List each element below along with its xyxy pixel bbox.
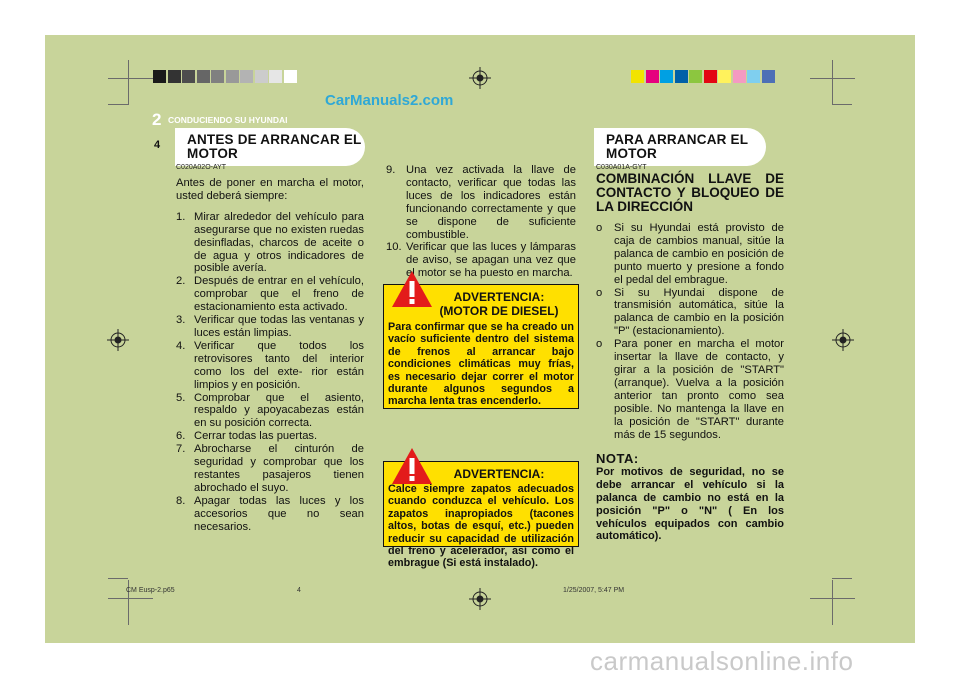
crop-mark xyxy=(108,104,128,105)
color-swatch xyxy=(718,70,731,83)
color-swatch xyxy=(689,70,702,83)
crop-mark xyxy=(108,78,153,79)
list-item xyxy=(176,340,364,392)
color-swatch xyxy=(197,70,210,83)
section-tab-right xyxy=(594,128,766,166)
list-item-number: 9. xyxy=(386,164,396,176)
warning-subtitle: (MOTOR DE DIESEL) xyxy=(439,304,559,318)
chapter-title: CONDUCIENDO SU HYUNDAI xyxy=(168,115,288,125)
warning-text: Calce siempre zapatos adecuados cuando conduzca el vehículo. Los zapatos inapropiados (tacones altos, botas de esquí, etc.) pueden reducir su capacidad de utilización del freno y acelerador, así como el embrague (Si está instalado). xyxy=(388,483,574,570)
list-item xyxy=(386,164,576,241)
color-swatch xyxy=(747,70,760,83)
list-item xyxy=(596,338,784,441)
note-title: NOTA: xyxy=(596,451,639,467)
section-title-line1: ANTES DE ARRANCAR EL xyxy=(187,132,362,147)
registration-mark-icon xyxy=(832,329,854,351)
list-item-text: Cerrar todas las puertas. xyxy=(194,430,318,443)
list-item-number: 10. xyxy=(386,241,402,254)
list-item-text: Verificar que todos los retrovisores tanto del interior como los del exte- rior están limpios y en posición. xyxy=(194,339,364,391)
list-item xyxy=(596,222,784,287)
list-item xyxy=(176,314,364,340)
section-code: C030A01A-GYT xyxy=(596,164,647,171)
list-item-number: 2. xyxy=(176,275,186,288)
crop-mark xyxy=(108,598,153,599)
list-item-number: 8. xyxy=(176,494,186,507)
watermark-bottom[interactable]: carmanualsonline.info xyxy=(590,646,854,676)
color-swatch xyxy=(631,70,644,83)
registration-mark-icon xyxy=(469,67,491,89)
list-item xyxy=(176,443,364,495)
color-swatch xyxy=(182,70,195,83)
color-swatch xyxy=(733,70,746,83)
color-swatch xyxy=(240,70,253,83)
list-item-number: 1. xyxy=(176,210,186,223)
crop-mark xyxy=(832,60,833,105)
warning-title: ADVERTENCIA: xyxy=(453,290,545,304)
section-tab-left xyxy=(175,128,365,166)
list-item-text: Mirar alrededor del vehículo para asegurarse que no existen ruedas desinfladas, charcos de aceite o de agua y otros indicadores de posible avería. xyxy=(194,210,364,275)
color-swatch xyxy=(269,70,282,83)
list-item xyxy=(176,275,364,314)
footer-page: 4 xyxy=(297,587,301,594)
list-item-text: Si su Hyundai dispone de transmisión automática, sitúe la palanca de cambio en la posición "P" (estacionamiento). xyxy=(614,286,784,338)
start-procedure-list xyxy=(596,222,784,441)
list-item-text: Después de entrar en el vehículo, comprobar que el freno de estacionamiento esta activado. xyxy=(194,275,364,314)
section-title-line2: MOTOR xyxy=(187,146,238,161)
list-item-number: o xyxy=(596,222,603,234)
list-item xyxy=(176,495,364,534)
list-item-number: 6. xyxy=(176,430,186,443)
color-swatch xyxy=(153,70,166,83)
color-swatch xyxy=(762,70,775,83)
list-item-number: o xyxy=(596,286,603,299)
section-title-line1: PARA ARRANCAR EL xyxy=(606,132,749,147)
list-item-number: o xyxy=(596,338,603,351)
warning-box-diesel xyxy=(383,284,579,409)
warning-box-shoes xyxy=(383,461,579,570)
warning-text: Para confirmar que se ha creado un vacío suficiente dentro del sistema de frenos al arrancar bajo condiciones climáticas muy frías, es necesario dejar correr el motor durante algunos segundos a marcha lenta tras encenderlo. xyxy=(388,321,574,408)
color-swatch xyxy=(646,70,659,83)
crop-mark xyxy=(832,104,852,105)
list-item-text: Si su Hyundai está provisto de caja de cambios manual, sitúe la palanca de cambio en posición de punto muerto y presione a fondo el pedal del embrague. xyxy=(614,222,784,286)
warning-title: ADVERTENCIA: xyxy=(453,467,545,481)
note-text: Por motivos de seguridad, no se debe arrancar el vehículo si la palanca de cambio no está en la posición "P" o "N" ( En los vehículos equipados con cambio automático). xyxy=(596,466,784,543)
list-item xyxy=(176,430,364,443)
color-swatch xyxy=(168,70,181,83)
list-item-number: 5. xyxy=(176,391,186,404)
color-swatch xyxy=(675,70,688,83)
middle-column xyxy=(386,164,576,280)
left-column xyxy=(176,177,364,533)
crop-mark xyxy=(832,578,852,579)
section-title-line2: MOTOR xyxy=(606,146,657,161)
crop-mark xyxy=(810,78,855,79)
color-swatch xyxy=(255,70,268,83)
intro-text: Antes de poner en marcha el motor, usted deberá siempre: xyxy=(176,177,364,202)
section-code: C020A02O-AYT xyxy=(176,164,227,171)
registration-mark-icon xyxy=(469,588,491,610)
chapter-number: 2 xyxy=(152,110,162,129)
checklist-continued xyxy=(386,164,576,280)
footer-timestamp: 1/25/2007, 5:47 PM xyxy=(563,587,625,594)
color-swatch xyxy=(704,70,717,83)
list-item xyxy=(596,287,784,339)
list-item-text: Comprobar que el asiento, respaldo y apoyacabezas están en su posición correcta. xyxy=(194,391,364,430)
crop-mark xyxy=(128,60,129,105)
right-column xyxy=(596,222,784,543)
crop-mark xyxy=(810,598,855,599)
footer-file-name: CM Eusp-2.p65 xyxy=(126,587,175,594)
color-swatch xyxy=(226,70,239,83)
list-item xyxy=(176,392,364,431)
list-item-text: Verificar que todas las ventanas y luces están limpias. xyxy=(194,314,364,339)
list-item-text: Verificar que las luces y lámparas de aviso, se apagan una vez que el motor se ha puesto en marcha. xyxy=(406,241,576,280)
page-number: 4 xyxy=(154,139,161,151)
list-item-text: Para poner en marcha el motor insertar la llave de contacto, y girar a la posición de "START" (arranque). Vuelva a la posición anterior tan pronto como sea posible. No mantenga la llave en la posición de "START" durante más de 15 segundos. xyxy=(614,338,784,441)
list-item-text: Una vez activada la llave de contacto, verificar que todas las luces de los indicadores están funcionando correctamente y que se dispone de suficiente combustible. xyxy=(406,164,576,241)
color-swatch xyxy=(284,70,297,83)
crop-mark xyxy=(832,580,833,625)
watermark-top[interactable]: CarManuals2.com xyxy=(325,92,454,109)
list-item-text: Apagar todas las luces y los accesorios que no sean necesarios. xyxy=(194,494,364,533)
registration-mark-icon xyxy=(107,329,129,351)
color-swatch xyxy=(211,70,224,83)
checklist xyxy=(176,211,364,534)
list-item-number: 3. xyxy=(176,314,186,327)
list-item-number: 7. xyxy=(176,443,186,456)
list-item-number: 4. xyxy=(176,339,186,352)
list-item-text: Abrocharse el cinturón de seguridad y comprobar que los restantes pasajeros tienen abrochado el suyo. xyxy=(194,443,364,494)
crop-mark xyxy=(108,578,128,579)
section-heading: COMBINACIÓN LLAVE DE CONTACTO Y BLOQUEO DE LA DIRECCIÓN xyxy=(596,171,784,214)
list-item xyxy=(176,211,364,276)
color-swatch xyxy=(660,70,673,83)
